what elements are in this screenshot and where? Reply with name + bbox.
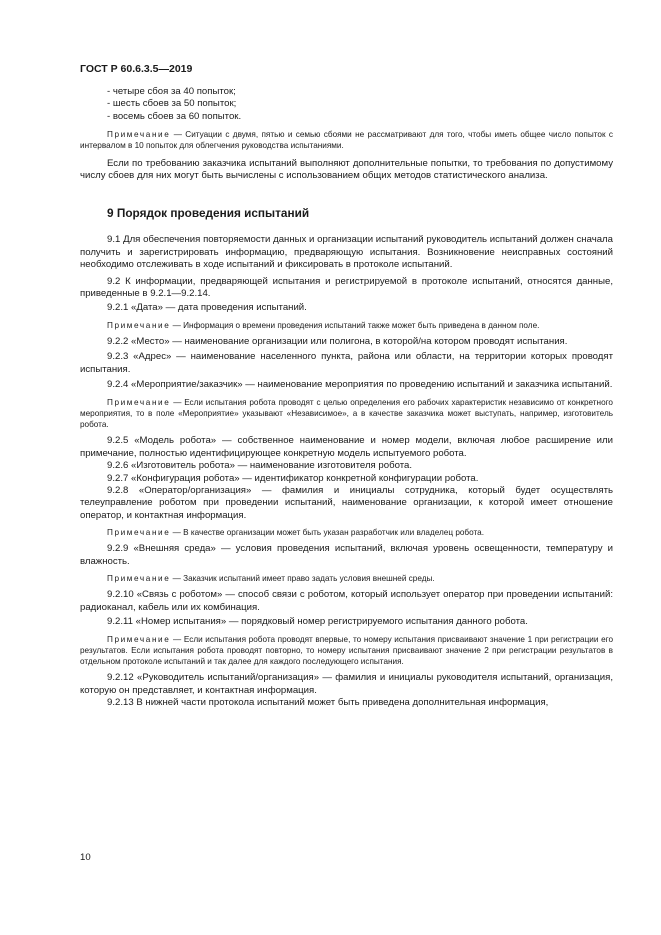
page-header: ГОСТ Р 60.6.3.5—2019: [80, 63, 193, 75]
note-label: Примечание: [107, 574, 171, 584]
list-item: - восемь сбоев за 60 попыток.: [107, 110, 242, 122]
paragraph-9-2-5: 9.2.5 «Модель робота» — собственное наименование и номер модели, включая любое расширение или примечание, полностью идентифицирующее конкретную модель испытуемого робота.: [80, 435, 613, 459]
note-text: — Информация о времени проведения испытаний также может быть приведена в данном поле.: [172, 320, 540, 330]
note-text: — Если испытания робота проводят впервые, то номеру испытания присваивают значение 1 при регистрации его результатов. Если испытания робота проводят повторно, то номеру испытания присваивают значение 2 при регистрации результатов в отдельном протоколе испытаний и так далее для каждого последующего испытания.: [80, 634, 613, 666]
note: [80, 527, 613, 538]
note-text: — В качестве организации может быть указан разработчик или владелец робота.: [172, 528, 484, 538]
paragraph-9-2-11: 9.2.11 «Номер испытания» — порядковый номер регистрируемого испытания данного робота.: [107, 616, 528, 628]
note: [80, 573, 613, 584]
paragraph-9-2-4: 9.2.4 «Мероприятие/заказчик» — наименование мероприятия по проведению испытаний и заказчика испытаний.: [107, 379, 613, 391]
note-text: — Заказчик испытаний имеет право задать условия внешней среды.: [172, 574, 435, 584]
note-label: Примечание: [107, 130, 171, 140]
note-label: Примечание: [107, 634, 171, 644]
paragraph-9-2-10: 9.2.10 «Связь с роботом» — способ связи с роботом, который использует оператор при проведении испытаний: радиоканал, кабель или их комбинация.: [80, 589, 613, 613]
paragraph: Если по требованию заказчика испытаний выполняют дополнительные попытки, то требования по допустимому числу сбоев для них могут быть вычислены с использованием общих методов статистического анализа.: [80, 157, 613, 182]
paragraph-9-2-9: 9.2.9 «Внешняя среда» — условия проведения испытаний, включая уровень освещенности, температуру и влажность.: [80, 543, 613, 567]
page-number: 10: [80, 852, 91, 863]
section-heading: 9 Порядок проведения испытаний: [107, 206, 310, 221]
note: [80, 320, 613, 331]
note-label: Примечание: [107, 397, 171, 407]
paragraph-9-2-1: 9.2.1 «Дата» — дата проведения испытаний.: [107, 302, 307, 314]
note-label: Примечание: [107, 320, 171, 330]
paragraph-9-2-3: 9.2.3 «Адрес» — наименование населенного пункта, района или области, на территории которых проводят испытания.: [80, 351, 613, 375]
note: [80, 634, 613, 668]
paragraph-9-2: 9.2 К информации, предваряющей испытания и регистрируемой в протоколе испытаний, относятся данные, приведенные в 9.2.1—9.2.14.: [80, 275, 613, 300]
paragraph-9-2-12: 9.2.12 «Руководитель испытаний/организация» — фамилия и инициалы руководителя испытаний, организация, которую он представляет, и контактная информация.: [80, 672, 613, 696]
paragraph-9-2-6: 9.2.6 «Изготовитель робота» — наименование изготовителя робота.: [107, 460, 412, 472]
paragraph-9-2-8: 9.2.8 «Оператор/организация» — фамилия и инициалы сотрудника, который будет осуществлять телеуправление роботом при проведении испытаний, наименование организации, к которой имеет отношение оператор, и контактная информация.: [80, 484, 613, 521]
note-text: — Ситуации с двумя, пятью и семью сбоями не рассматривают для того, чтобы иметь общее число попыток с интервалом в 10 попыток для облегчения руководства испытаниями.: [80, 130, 613, 151]
note-label: Примечание: [107, 528, 171, 538]
list-item: - четыре сбоя за 40 попыток;: [107, 86, 236, 97]
paragraph-9-1: 9.1 Для обеспечения повторяемости данных и организации испытаний руководитель испытаний должен сначала получить и зарегистрировать информацию, предваряющую испытания. Возникновение неисправных состояний необходимо отслеживать в ходе испытаний и фиксировать в протоколе испытаний.: [80, 234, 613, 271]
note: [80, 397, 613, 431]
paragraph-9-2-13: 9.2.13 В нижней части протокола испытаний может быть приведена дополнительная информация,: [107, 697, 549, 709]
list-item: - шесть сбоев за 50 попыток;: [107, 98, 237, 110]
page-content: [80, 86, 613, 709]
note: [80, 129, 613, 151]
note-text: — Если испытания робота проводят с целью определения его рабочих характеристик независимо от конкретного мероприятия, то в поле «Мероприятие» указывают «Независимое», а в качестве заказчика может выступать, например, изготовитель робота.: [80, 397, 613, 430]
paragraph-9-2-7: 9.2.7 «Конфигурация робота» — идентификатор конкретной конфигурации робота.: [107, 472, 479, 484]
paragraph-9-2-2: 9.2.2 «Место» — наименование организации или полигона, в которой/на котором проводят испытания.: [107, 336, 568, 348]
